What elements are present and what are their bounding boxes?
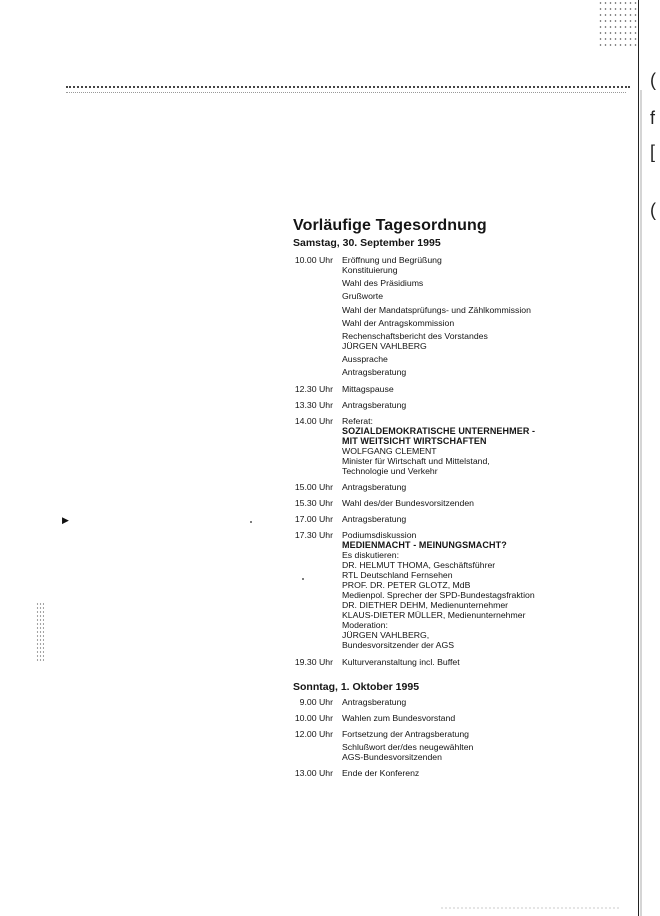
slot-time: 15.00 Uhr (294, 481, 333, 492)
agenda-slot (285, 482, 570, 495)
slot-time: 14.00 Uhr (294, 415, 333, 426)
panel-participants: Es diskutieren: DR. HELMUT THOMA, Geschäftsführer RTL Deutschland Fernsehen PROF. DR. PETER GLOTZ, MdB Medienpol. Sprecher der SPD-Bundestagsfraktion DR. DIETHER DEHM, Medienunternehmer KLAUS-DIETER MÜLLER, Medienunternehmer Moderation: JÜRGEN VAHLBERG, Bundesvorsitzender der AGS (342, 550, 535, 651)
scan-noise-left (36, 602, 44, 662)
slot-item: Antragsberatung (342, 367, 407, 378)
slot-item: Wahl der Mandatsprüfungs- und Zählkommission (342, 304, 531, 315)
slot-item: Wahl des Präsidiums (342, 278, 424, 289)
scan-edge-line (66, 86, 630, 88)
panel-intro: Podiumsdiskussion (342, 530, 417, 541)
agenda-slot (285, 255, 570, 381)
slot-time: 13.30 Uhr (294, 399, 333, 410)
binding-marks: ( f [ ( (650, 70, 656, 220)
slot-time: 13.00 Uhr (294, 768, 333, 779)
agenda-slot (285, 657, 570, 670)
slot-time: 10.00 Uhr (294, 712, 333, 723)
scan-speck (250, 521, 252, 523)
slot-time: 9.00 Uhr (299, 696, 333, 707)
agenda-slot (285, 768, 570, 781)
slot-item: Grußworte (342, 291, 384, 302)
slot-item: Rechenschaftsbericht des Vorstandes JÜRGEN VAHLBERG (342, 330, 488, 351)
agenda (285, 217, 570, 785)
keynote-headline: SOZIALDEMOKRATISCHE UNTERNEHMER - MIT WEITSICHT WIRTSCHAFTEN (342, 425, 536, 446)
slot-item: Antragsberatung (342, 514, 407, 525)
slot-item: Antragsberatung (342, 696, 407, 707)
agenda-slot (285, 400, 570, 413)
slot-time: 10.00 Uhr (294, 255, 333, 265)
panel-headline: MEDIENMACHT - MEINUNGSMACHT? (342, 540, 507, 551)
agenda-slot (285, 697, 570, 710)
slot-time: 19.30 Uhr (294, 657, 333, 668)
slot-item: Mittagspause (342, 383, 394, 394)
slot-time: 12.30 Uhr (294, 383, 333, 394)
slot-time: 15.30 Uhr (294, 498, 333, 509)
slot-item: Antragsberatung (342, 481, 407, 492)
slot-item: Kulturveranstaltung incl. Buffet (342, 657, 460, 668)
slot-item: Fortsetzung der Antragsberatung (342, 729, 470, 739)
agenda-slot (285, 498, 570, 511)
slot-item: Schlußwort der/des neugewählten AGS-Bundesvorsitzenden (342, 742, 474, 763)
agenda-slot-panel (285, 530, 570, 654)
slot-item: Wahlen zum Bundesvorstand (342, 712, 456, 723)
slot-time: 17.30 Uhr (294, 530, 333, 541)
day-heading-sunday: Sonntag, 1. Oktober 1995 (293, 680, 420, 693)
slot-time: 12.00 Uhr (294, 729, 333, 739)
slot-item: Eröffnung und Begrüßung Konstituierung (342, 255, 442, 275)
slot-item: Antragsberatung (342, 399, 407, 410)
agenda-slot (285, 713, 570, 726)
scan-noise-bottom (440, 906, 620, 910)
agenda-slot (285, 514, 570, 527)
slot-time: 17.00 Uhr (294, 514, 333, 525)
scan-right-shadow (640, 90, 642, 916)
day-heading-saturday: Samstag, 30. September 1995 (293, 237, 441, 249)
agenda-slot (285, 729, 570, 765)
slot-item: Aussprache (342, 354, 388, 365)
agenda-slot-keynote (285, 416, 570, 479)
margin-arrow-mark: ▶ (62, 515, 69, 525)
agenda-title: Vorläufige Tagesordnung (293, 217, 487, 234)
slot-item: Wahl der Antragskommission (342, 317, 455, 328)
slot-item: Wahl des/der Bundesvorsitzenden (342, 498, 474, 509)
agenda-slot (285, 384, 570, 397)
scan-noise (598, 0, 638, 50)
keynote-speaker: WOLFGANG CLEMENT Minister für Wirtschaft und Mittelstand, Technologie und Verkehr (342, 445, 490, 476)
keynote-intro: Referat: (342, 415, 373, 426)
scan-edge-line-faint (66, 92, 626, 93)
scan-right-border (638, 0, 639, 916)
slot-item: Ende der Konferenz (342, 768, 420, 779)
